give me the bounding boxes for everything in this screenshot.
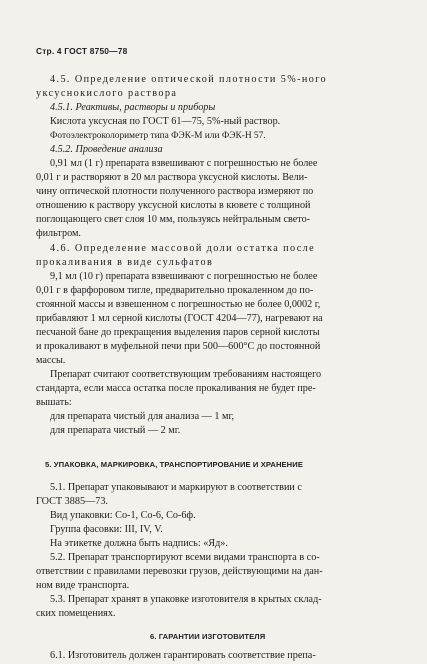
paragraph-line: фильтром. bbox=[36, 228, 81, 239]
paragraph-line: Кислота уксусная по ГОСТ 61—75, 5%-ный раствор. bbox=[50, 116, 281, 127]
paragraph-line: На этикетке должна быть надпись: «Яд». bbox=[50, 538, 228, 549]
paragraph-line: поглощающего свет слоя 10 мм, пользуясь нейтральным свето- bbox=[36, 214, 311, 225]
paragraph-line: 0,01 г и растворяют в 20 мл раствора уксусной кислоты. Вели- bbox=[36, 172, 308, 183]
paragraph-line: Фотоэлектроколориметр типа ФЭК-М или ФЭК-Н 57. bbox=[50, 131, 266, 141]
paragraph-line: 5.3. Препарат хранят в упаковке изготовителя в крытых склад- bbox=[50, 594, 322, 605]
paragraph-line: стоянной массы и взвешенном с погрешностью не более 0,0002 г, bbox=[36, 299, 321, 310]
section-6-heading: 6. ГАРАНТИИ ИЗГОТОВИТЕЛЯ bbox=[150, 632, 266, 641]
section-4-6-title: 4.6. Определение массовой доли остатка после bbox=[50, 243, 316, 254]
paragraph-line: чину оптической плотности полученного раствора измеряют по bbox=[36, 186, 314, 197]
section-4-6-title-cont: прокаливания в виде сульфатов bbox=[36, 257, 214, 268]
paragraph-line: Препарат считают соответствующим требованиям настоящего bbox=[50, 369, 322, 380]
paragraph-line: ских помещениях. bbox=[36, 608, 116, 619]
paragraph-line: Группа фасовки: III, IV, V. bbox=[50, 524, 163, 535]
list-item: для препарата чистый для анализа — 1 мг, bbox=[50, 411, 235, 422]
subsection-4-5-1: 4.5.1. Реактивы, растворы и приборы bbox=[50, 102, 216, 113]
paragraph-line: ответствии с правилами перевозки грузов, действующими на дан- bbox=[36, 566, 323, 577]
paragraph-line: ном виде транспорта. bbox=[36, 580, 130, 591]
paragraph-line: 0,91 мл (1 г) препарата взвешивают с погрешностью не более bbox=[50, 158, 318, 169]
paragraph-line: Вид упаковки: Со-1, Со-6, Со-6ф. bbox=[50, 510, 196, 521]
paragraph-line: стандарта, если масса остатка после прокаливания не будет пре- bbox=[36, 383, 316, 394]
section-4-5-title: 4.5. Определение оптической плотности 5%-ного bbox=[50, 74, 328, 85]
paragraph-line: песчаной бане до прекращения выделения паров серной кислоты bbox=[36, 327, 320, 338]
paragraph-line: отношению к раствору уксусной кислоты в кювете с толщиной bbox=[36, 200, 311, 211]
list-item: для препарата чистый — 2 мг. bbox=[50, 425, 181, 436]
paragraph-line: вышать: bbox=[36, 397, 72, 408]
paragraph-line: 5.2. Препарат транспортируют всеми видами транспорта в со- bbox=[50, 552, 320, 563]
page-header: Стр. 4 ГОСТ 8750—78 bbox=[36, 46, 128, 56]
section-5-heading: 5. УПАКОВКА, МАРКИРОВКА, ТРАНСПОРТИРОВАНИЕ И ХРАНЕНИЕ bbox=[45, 460, 303, 469]
section-4-5-title-cont: уксуснокислого раствора bbox=[36, 88, 178, 99]
paragraph-line: 9,1 мл (10 г) препарата взвешивают с погрешностью не более bbox=[50, 271, 318, 282]
paragraph-line: массы. bbox=[36, 355, 66, 366]
paragraph-line: и прокаливают в муфельной печи при 500—600°С до постоянной bbox=[36, 341, 321, 352]
paragraph-line: прибавляют 1 мл серной кислоты (ГОСТ 4204—77), нагревают на bbox=[36, 313, 323, 324]
paragraph-line: 6.1. Изготовитель должен гарантировать соответствие препа- bbox=[50, 650, 316, 661]
subsection-4-5-2: 4.5.2. Проведение анализа bbox=[50, 144, 163, 155]
paragraph-line: 0,01 г в фарфоровом тигле, предварительно прокаленном до по- bbox=[36, 285, 314, 296]
paragraph-line: ГОСТ 3885—73. bbox=[36, 496, 108, 507]
paragraph-line: 5.1. Препарат упаковывают и маркируют в соответствии с bbox=[50, 482, 302, 493]
